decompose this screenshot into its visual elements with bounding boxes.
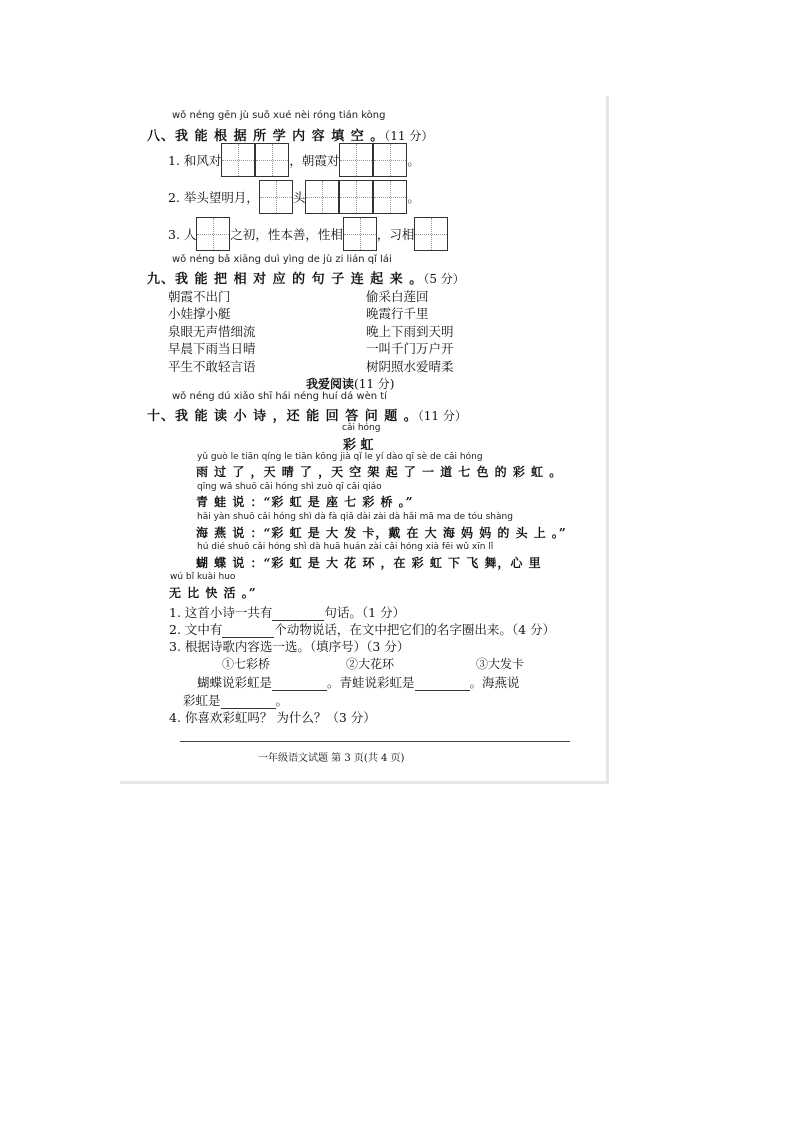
poem-title-pinyin: cǎi hóng <box>342 423 381 433</box>
reading-heading-text: 我爱阅读 <box>306 377 355 391</box>
q9-score: （5 分） <box>423 272 465 286</box>
q8-line3-text-b: 之初，性本善，性相 <box>230 227 343 242</box>
q8-line1 <box>168 143 420 177</box>
answer-blank[interactable] <box>415 678 470 691</box>
q10-question3-line1 <box>197 673 520 691</box>
answer-box[interactable] <box>373 180 407 214</box>
q9-pinyin: wǒ néng bǎ xiāng duì yìng de jù zi lián qǐ lái <box>172 254 392 265</box>
q10-title <box>147 405 467 424</box>
q9-left-item[interactable]: 平生不敢轻言语 <box>168 359 256 374</box>
q8-line3-text-a: 3. 人 <box>168 227 197 242</box>
poem-line5: 无 比 快 活 。” <box>169 586 257 600</box>
q10-question1 <box>169 603 405 621</box>
q10-question3-line2 <box>183 691 288 709</box>
answer-box[interactable] <box>414 217 448 251</box>
answer-box[interactable] <box>259 180 293 214</box>
q8-line3 <box>168 217 448 251</box>
reading-score: (11 分) <box>354 377 395 391</box>
q8-line3-text-c: ，习相 <box>376 227 415 242</box>
answer-box[interactable] <box>339 180 373 214</box>
answer-blank[interactable] <box>272 678 327 691</box>
q10-question3-line2-text-b: 。 <box>275 693 289 708</box>
q10-question2-text-b: 个动物说话，在文中把它们的名字圈出来。（4 分） <box>274 622 556 637</box>
q10-title-text: 十、我 能 读 小 诗 ，还 能 回 答 问 题 。 <box>147 409 418 424</box>
q10-question3-line1-text-b: 。青蛙说彩虹是 <box>327 675 415 690</box>
q10-question1-text-a: 1. 这首小诗一共有 <box>169 605 273 620</box>
page-footer: 一年级语文试题 第 3 页(共 4 页) <box>258 753 405 764</box>
poem-line2-pinyin: qīng wā shuō cǎi hóng shì zuò qī cǎi qiáo <box>197 482 382 492</box>
q10-question3-line1-text-a: 蝴蝶说彩虹是 <box>197 675 273 690</box>
poem-line1: 雨 过 了 ，天 晴 了 ，天 空 架 起 了 一 道 七 色 的 彩 虹 。 <box>196 465 563 479</box>
q10-question3-line1-text-c: 。海燕说 <box>469 675 520 690</box>
q9-right-item[interactable]: 树阴照水爱晴柔 <box>366 359 454 374</box>
q10-score: （11 分） <box>417 409 467 423</box>
q8-line1-text-a: 1. 和风对 <box>168 153 222 168</box>
answer-box[interactable] <box>196 217 230 251</box>
poem-line4: 蝴 蝶 说 ：“彩 虹 是 大 花 环 ，在 彩 虹 下 飞 舞，心 里 <box>196 556 542 570</box>
poem-line3: 海 燕 说 ：“彩 虹 是 大 发 卡，戴 在 大 海 妈 妈 的 头 上 。” <box>196 526 567 540</box>
answer-box[interactable] <box>255 143 289 177</box>
q8-line2-text-a: 2. 举头望明月， <box>168 190 259 205</box>
q10-question3-line2-text-a: 彩虹是 <box>183 693 221 708</box>
q8-line1-text-c: 。 <box>407 153 420 168</box>
q9-right-item[interactable]: 一叫千门万户开 <box>366 341 454 356</box>
q9-left-item[interactable]: 早晨下雨当日晴 <box>168 341 256 356</box>
q9-left-item[interactable]: 朝霞不出门 <box>168 289 231 304</box>
q9-right-item[interactable]: 偷采白莲回 <box>366 289 429 304</box>
option-1: ①七彩桥 <box>222 657 271 671</box>
poem-line4-pinyin: hú dié shuō cǎi hóng shì dà huā huán zài cǎi hóng xià fēi wǔ xīn lǐ <box>197 542 494 552</box>
q9-title <box>147 268 465 287</box>
q8-pinyin: wǒ néng gēn jù suǒ xué nèi róng tián kòng <box>172 110 386 121</box>
q8-score: （11 分） <box>384 129 434 143</box>
poem-line5-pinyin: wú bǐ kuài huo <box>170 572 236 582</box>
option-3: ③大发卡 <box>476 657 525 671</box>
reading-heading <box>306 375 394 392</box>
q10-pinyin: wǒ néng dú xiǎo shī hái néng huí dá wèn tí <box>172 391 387 402</box>
q10-question2-text-a: 2. 文中有 <box>169 622 223 637</box>
q8-line2-text-b: 头 <box>292 190 306 205</box>
q8-line2 <box>168 180 420 214</box>
q9-right-item[interactable]: 晚上下雨到天明 <box>366 324 454 339</box>
q10-question4: 4. 你喜欢彩虹吗？ 为什么？（3 分） <box>169 710 376 725</box>
answer-box[interactable] <box>221 143 255 177</box>
answer-box[interactable] <box>305 180 339 214</box>
q10-question1-text-b: 句话。（1 分） <box>324 605 406 620</box>
answer-box[interactable] <box>343 217 377 251</box>
q8-line1-text-b: ，朝霞对 <box>289 153 340 168</box>
poem-line3-pinyin: hǎi yàn shuō cǎi hóng shì dà fà qiǎ dài zài dà hǎi mā ma de tóu shàng <box>197 512 513 522</box>
poem-title: 彩 虹 <box>343 438 374 453</box>
q10-question2 <box>169 620 555 638</box>
option-2: ②大花环 <box>346 657 395 671</box>
answer-box[interactable] <box>373 143 407 177</box>
answer-box[interactable] <box>339 143 373 177</box>
q9-right-item[interactable]: 晚霞行千里 <box>366 306 429 321</box>
q9-left-item[interactable]: 小娃撑小艇 <box>168 306 231 321</box>
poem-line2: 青 蛙 说 ：“彩 虹 是 座 七 彩 桥 。” <box>196 495 414 509</box>
poem-line1-pinyin: yǔ guò le tiān qíng le tiān kōng jià qǐ le yí dào qī sè de cǎi hóng <box>197 452 483 462</box>
q9-left-item[interactable]: 泉眼无声惜细流 <box>168 324 256 339</box>
footer-divider <box>180 741 570 742</box>
q10-question3: 3. 根据诗歌内容选一选。（填序号）（3 分） <box>169 639 410 654</box>
q8-title-text: 八、我 能 根 据 所 学 内 容 填 空 。 <box>147 129 385 144</box>
q8-line2-text-c: 。 <box>407 190 420 205</box>
q8-title <box>147 125 433 144</box>
q9-title-text: 九、我 能 把 相 对 应 的 句 子 连 起 来 。 <box>147 272 424 287</box>
